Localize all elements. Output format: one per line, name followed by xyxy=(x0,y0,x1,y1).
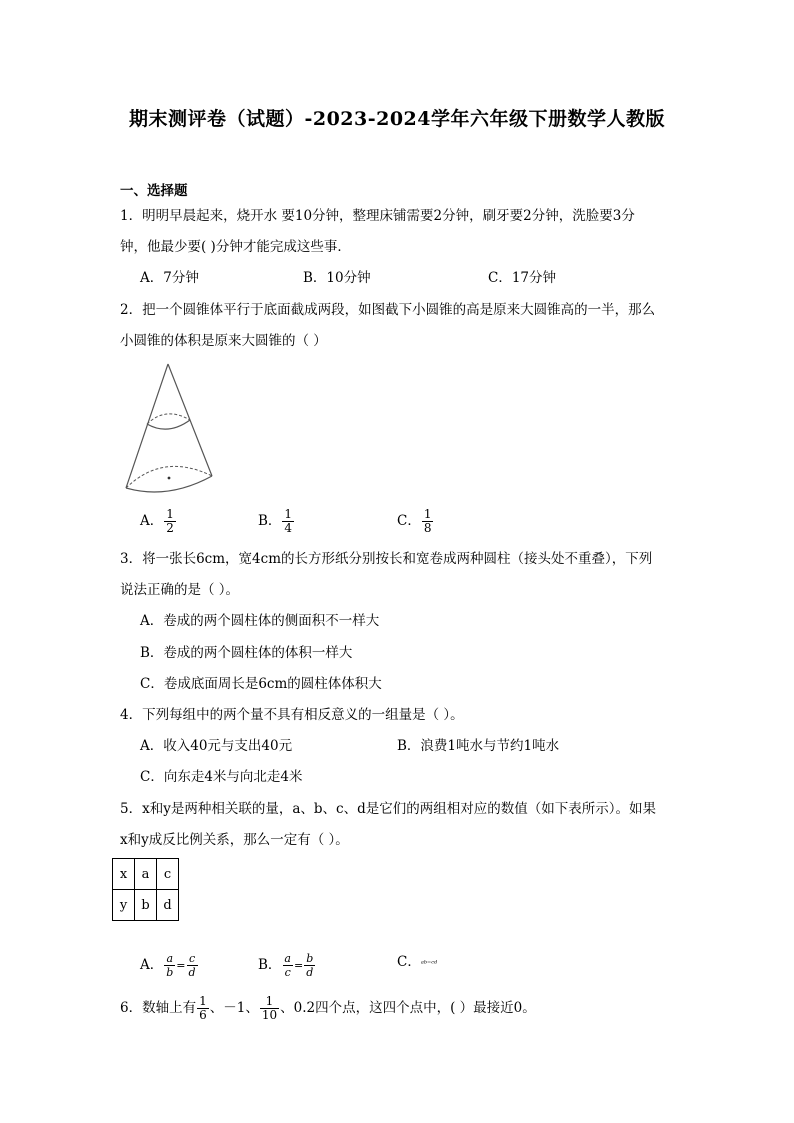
table-cell: a xyxy=(135,859,157,890)
table-cell: d xyxy=(157,890,179,921)
center-point xyxy=(168,477,171,480)
q5-option-b-fraction-right: $\frac{b}{d}$ xyxy=(306,952,314,979)
table-cell: c xyxy=(157,859,179,890)
q6-fraction-2: $\frac{1}{10}$ xyxy=(261,994,278,1022)
q4-line1: 4．下列每组中的两个量不具有相反意义的一组量是（ ）。 xyxy=(120,707,464,723)
q5-option-c-equation: ab=cd xyxy=(420,959,438,966)
q1-option-b: B．10分钟 xyxy=(303,270,371,286)
q6-line: 6．数轴上有 $\frac{1}{6}$ 、－1、 $\frac{1}{10}$ 、0.2四个点，这四个点中，( ）最接近0。 xyxy=(120,994,536,1022)
q3-line2: 说法正确的是（ ）。 xyxy=(120,582,240,598)
q2-option-b: B． $\frac{1}{4}$ xyxy=(258,507,293,535)
q5-option-b-fraction-left: $\frac{a}{c}$ xyxy=(284,952,291,979)
q4-option-a: A．收入40元与支出40元 xyxy=(140,738,293,754)
q5-option-a-fraction-right: $\frac{c}{d}$ xyxy=(188,952,196,979)
q5-option-c: C．ab=cd xyxy=(397,954,438,970)
q1-line2: 钟，他最少要( )分钟才能完成这些事． xyxy=(120,239,351,255)
q4-option-c: C．向东走4米与向北走4米 xyxy=(140,769,303,785)
q3-option-b: B．卷成的两个圆柱体的体积一样大 xyxy=(140,645,353,661)
q2-line1: 2．把一个圆锥体平行于底面截成两段，如图截下小圆锥的高是原来大圆锥高的一半，那么 xyxy=(120,302,656,318)
q6-fraction-1: $\frac{1}{6}$ xyxy=(199,994,207,1022)
q3-option-a: A．卷成的两个圆柱体的侧面积不一样大 xyxy=(140,613,380,629)
q2-option-b-fraction: $\frac{1}{4}$ xyxy=(284,507,293,535)
section-heading: 一、选择题 xyxy=(120,183,188,199)
q1-option-c: C．17分钟 xyxy=(488,270,557,286)
q1-line1: 1．明明早晨起来，烧开水 要10分钟，整理床铺需要2分钟，刷牙要2分钟，洗脸要3分 xyxy=(120,208,635,224)
page-title: 期末测评卷（试题）-2023-2024学年六年级下册数学人教版 xyxy=(128,108,666,130)
q2-line2: 小圆锥的体积是原来大圆锥的（ ） xyxy=(120,333,327,349)
cone-figure xyxy=(118,360,218,494)
q3-line1: 3．将一张长6cm，宽4cm的长方形纸分别按长和宽卷成两种圆柱（接头处不重叠），下列 xyxy=(120,551,653,567)
q2-option-c-fraction: $\frac{1}{8}$ xyxy=(423,507,432,535)
q5-option-a-fraction-left: $\frac{a}{b}$ xyxy=(166,952,174,979)
table-cell: x xyxy=(113,859,135,890)
q5-line2: x和y成反比例关系，那么一定有（ ）。 xyxy=(120,832,349,848)
table-row xyxy=(113,890,179,921)
q5-option-b: B． $\frac{a}{c}$ = $\frac{b}{d}$ xyxy=(258,952,314,979)
table-cell: y xyxy=(113,890,135,921)
q5-option-a: A． $\frac{a}{b}$ = $\frac{c}{d}$ xyxy=(140,952,196,979)
q2-option-a: A． $\frac{1}{2}$ xyxy=(140,507,174,535)
q2-option-a-fraction: $\frac{1}{2}$ xyxy=(166,507,174,535)
table-cell: b xyxy=(135,890,157,921)
q4-option-b: B．浪费1吨水与节约1吨水 xyxy=(397,738,560,754)
xy-value-table xyxy=(112,858,179,921)
q5-line1: 5．x和y是两种相关联的量，a、b、c、d是它们的两组相对应的数值（如下表所示）。如果 xyxy=(120,801,656,817)
table-row xyxy=(113,859,179,890)
q3-option-c: C．卷成底面周长是6cm的圆柱体体积大 xyxy=(140,676,382,692)
q1-option-a: A．7分钟 xyxy=(140,270,199,286)
q2-option-c: C． $\frac{1}{8}$ xyxy=(397,507,432,535)
